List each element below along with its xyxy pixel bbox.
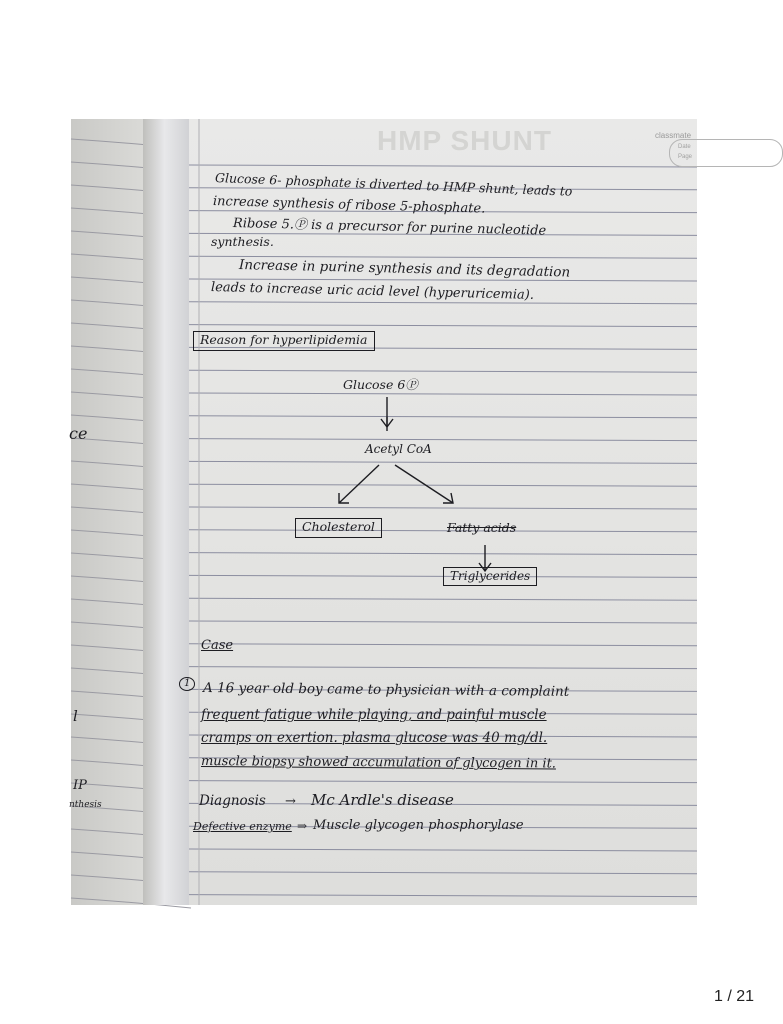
left-page-fragment-3: IP [73, 778, 87, 793]
flow-start: Glucose 6Ⓟ [343, 377, 418, 392]
case-heading: Case [201, 638, 234, 653]
paragraph-1-line-3: Ribose 5.Ⓟ is a precursor for purine nucleotide [232, 216, 547, 239]
scanned-notebook-photo [71, 119, 697, 905]
flow-end: Triglycerides [443, 567, 537, 586]
page-counter: 1 / 21 [713, 988, 754, 1005]
enzyme-value: Muscle glycogen phosphorylase [313, 818, 524, 833]
paragraph-1-line-4: synthesis. [211, 234, 274, 249]
left-page-fragment-4: nthesis [69, 800, 102, 810]
paragraph-1-line-2: increase synthesis of ribose 5-phosphate. [212, 194, 486, 217]
right-page [184, 119, 697, 905]
flow-arrows [189, 119, 697, 905]
paragraph-1-line-1: Glucose 6- phosphate is diverted to HMP shunt, leads to [214, 170, 573, 199]
page-label: Page [678, 154, 693, 160]
paragraph-2-line-2: leads to increase uric acid level (hyperuricemia). [210, 280, 535, 303]
case-text-line-4: muscle biopsy showed accumulation of glycogen in it. [200, 754, 557, 772]
case-text-line-1: A 16 year old boy came to physician with a complaint [202, 680, 570, 700]
enzyme-arrow-icon: ⇒ [297, 819, 308, 833]
case-text-line-2: frequent fatigue while playing, and painful muscle [201, 707, 547, 723]
notebook-spine [143, 119, 191, 905]
brand-stamp: classmate [655, 131, 692, 140]
section-heading: Reason for hyperlipidemia [193, 331, 375, 351]
paragraph-2-line-1: Increase in purine synthesis and its degradation [238, 257, 571, 281]
case-number: 1 [179, 677, 195, 691]
diagnosis-value: Mc Ardle's disease [311, 791, 454, 809]
flow-branch-left: Cholesterol [295, 518, 382, 538]
left-page-fragment-1: ce [69, 424, 88, 443]
case-text-line-3: cramps on exertion. plasma glucose was 40 mg/dl. [201, 730, 548, 746]
diagnosis-arrow-icon: → [285, 794, 296, 809]
diagnosis-label: Diagnosis [199, 793, 266, 809]
watermark-title: HMP SHUNT [377, 125, 552, 156]
enzyme-label: Defective enzyme [193, 820, 292, 833]
left-page-fragment-2: l [73, 707, 78, 725]
flow-branch-right: Fatty acids [447, 520, 517, 535]
date-label: Date [678, 144, 691, 150]
flow-middle: Acetyl CoA [365, 442, 432, 456]
